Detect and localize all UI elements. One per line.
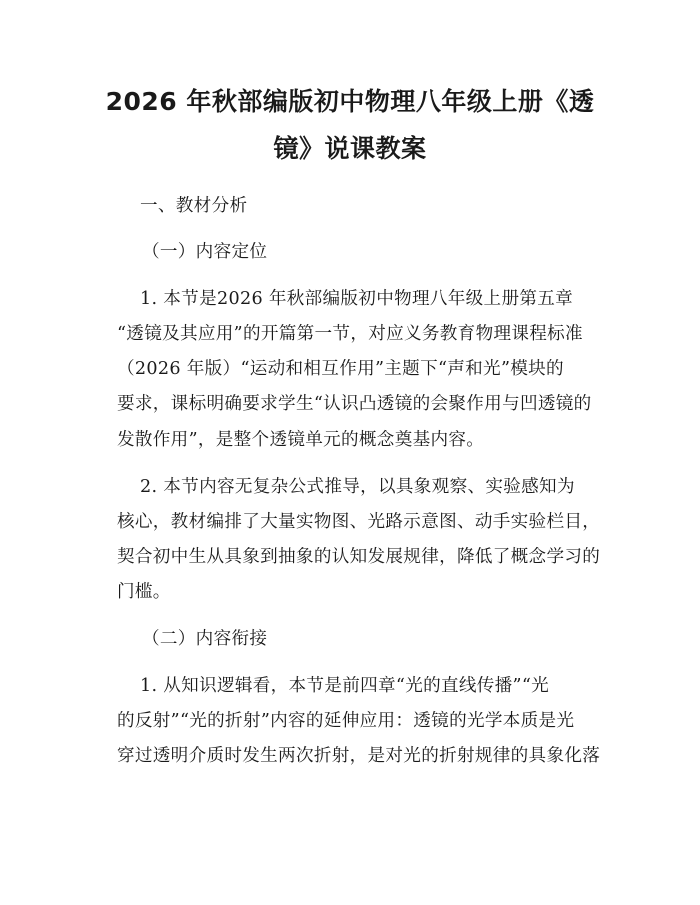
paragraph-1-line-1: 1. 本节是2026 年秋部编版初中物理八年级上册第五章 xyxy=(140,289,574,309)
paragraph-1-line-3: （2026 年版）“运动和相互作用”主题下“声和光”模块的 xyxy=(117,359,564,379)
paragraph-1-line-5: 发散作用”，是整个透镜单元的概念奠基内容。 xyxy=(117,430,485,450)
paragraph-2-line-2: 核心，教材编排了大量实物图、光路示意图、动手实验栏目， xyxy=(117,512,601,532)
paragraph-3-line-1: 1. 从知识逻辑看，本节是前四章“光的直线传播”“光 xyxy=(140,676,550,696)
subsection-heading-content-connection: （二）内容衔接 xyxy=(142,629,268,649)
document-title-line-2: 镜》说课教案 xyxy=(273,134,427,163)
paragraph-3-line-3: 穿过透明介质时发生两次折射，是对光的折射规律的具象化落 xyxy=(117,746,601,766)
subsection-heading-content-positioning: （一）内容定位 xyxy=(142,242,268,262)
paragraph-1-line-2: “透镜及其应用”的开篇第一节，对应义务教育物理课程标准 xyxy=(117,324,583,344)
paragraph-2-line-4: 门槛。 xyxy=(117,582,171,602)
paragraph-3-line-2: 的反射”“光的折射”内容的延伸应用：透镜的光学本质是光 xyxy=(117,711,575,731)
document-title-line-1: 2026 年秋部编版初中物理八年级上册《透 xyxy=(105,87,595,116)
section-heading-materials-analysis: 一、教材分析 xyxy=(140,196,248,216)
paragraph-1-line-4: 要求，课标明确要求学生“认识凸透镜的会聚作用与凹透镜的 xyxy=(117,394,592,414)
paragraph-2-line-3: 契合初中生从具象到抽象的认知发展规律，降低了概念学习的 xyxy=(117,547,601,567)
paragraph-2-line-1: 2. 本节内容无复杂公式推导，以具象观察、实验感知为 xyxy=(140,477,575,497)
